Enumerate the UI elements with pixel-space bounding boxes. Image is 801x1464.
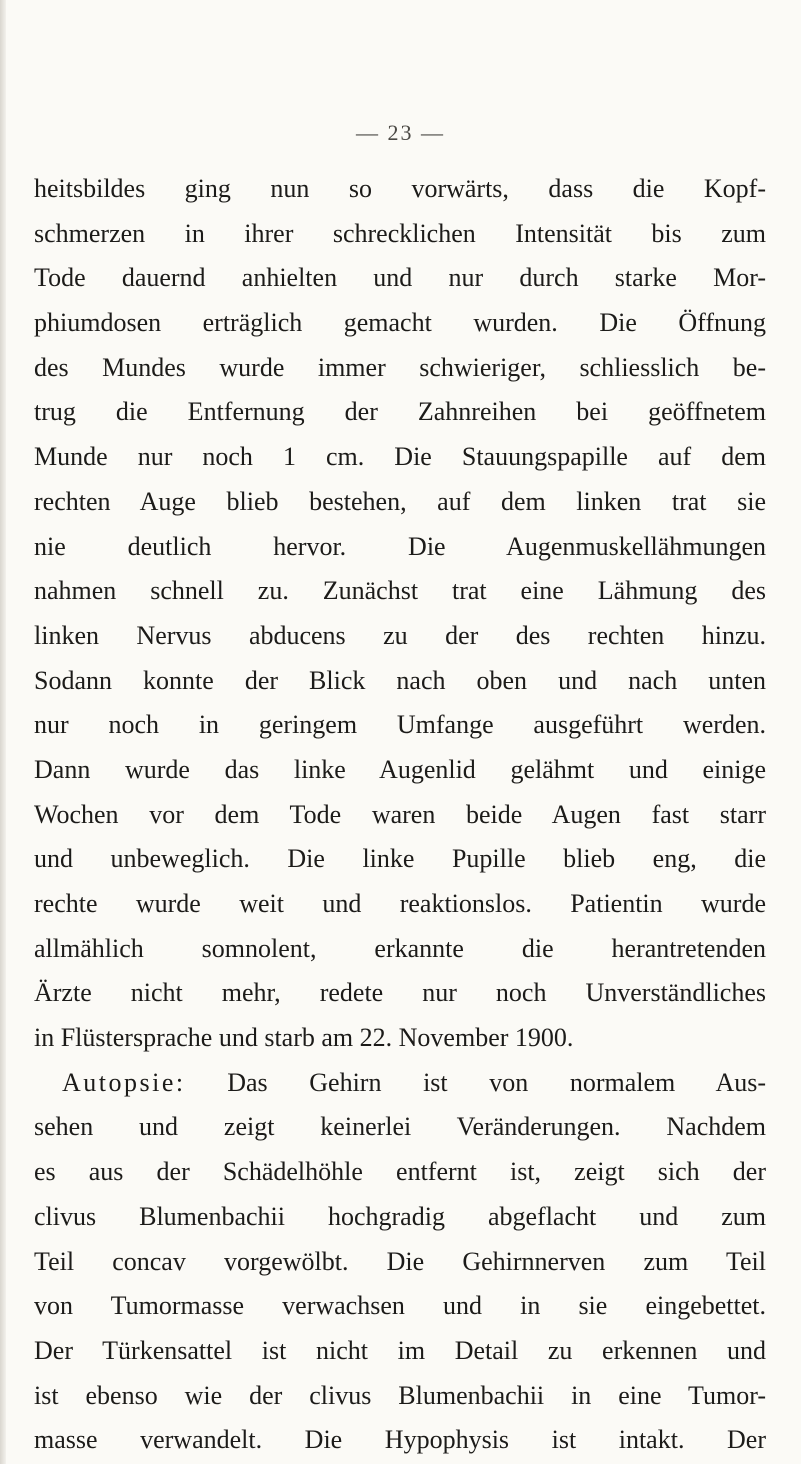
page-number: — 23 — xyxy=(356,120,445,145)
body-text xyxy=(34,167,766,1463)
autopsy-first-line-text: Das Gehirn ist von normalem Aus- xyxy=(227,1067,766,1097)
text-line: rechten Auge blieb bestehen, auf dem linken trat sie xyxy=(34,486,766,516)
text-line: Tode dauernd anhielten und nur durch starke Mor- xyxy=(34,263,766,293)
text-line: ist ebenso wie der clivus Blumenbachii in eine Tumor- xyxy=(34,1380,766,1410)
text-line: es aus der Schädelhöhle entfernt ist, zeigt sich der xyxy=(34,1157,766,1187)
text-line: nie deutlich hervor. Die Augenmuskellähmungen xyxy=(34,531,766,561)
autopsy-heading: Autopsie: xyxy=(62,1067,186,1097)
text-line: nahmen schnell zu. Zunächst trat eine Lähmung des xyxy=(34,576,766,606)
text-line: heitsbildes ging nun so vorwärts, dass die Kopf- xyxy=(34,174,766,203)
text-line: und unbeweglich. Die linke Pupille blieb eng, die xyxy=(34,844,766,874)
text-line: Sodann konnte der Blick nach oben und nach unten xyxy=(34,665,766,695)
text-line: nur noch in geringem Umfange ausgeführt werden. xyxy=(34,710,766,740)
text-line: masse verwandelt. Die Hypophysis ist intakt. Der xyxy=(34,1425,766,1455)
text-line: in Flüstersprache und starb am 22. November 1900. xyxy=(34,1023,574,1053)
text-line: trug die Entfernung der Zahnreihen bei geöffnetem xyxy=(34,397,766,427)
autopsy-first-line xyxy=(34,1061,766,1106)
text-line: phiumdosen erträglich gemacht wurden. Die Öffnung xyxy=(34,308,766,338)
page-edge xyxy=(0,0,6,1464)
text-line: Ärzte nicht mehr, redete nur noch Unverständliches xyxy=(34,978,766,1008)
text-line: Wochen vor dem Tode waren beide Augen fast starr xyxy=(34,799,766,829)
text-line: sehen und zeigt keinerlei Veränderungen. Nachdem xyxy=(34,1112,766,1142)
text-line: des Mundes wurde immer schwieriger, schliesslich be- xyxy=(34,352,766,382)
text-line: Der Türkensattel ist nicht im Detail zu erkennen und xyxy=(34,1335,766,1365)
text-line: Teil concav vorgewölbt. Die Gehirnnerven zum Teil xyxy=(34,1246,766,1276)
text-line: linken Nervus abducens zu der des rechten hinzu. xyxy=(34,620,766,650)
text-line: Munde nur noch 1 cm. Die Stauungspapille auf dem xyxy=(34,442,766,472)
text-line: clivus Blumenbachii hochgradig abgeflacht und zum xyxy=(34,1201,766,1231)
text-line: schmerzen in ihrer schrecklichen Intensität bis zum xyxy=(34,218,766,248)
text-line: von Tumormasse verwachsen und in sie eingebettet. xyxy=(34,1291,766,1321)
text-line: rechte wurde weit und reaktionslos. Patientin wurde xyxy=(34,889,766,918)
text-line: allmählich somnolent, erkannte die herantretenden xyxy=(34,933,766,963)
text-line: Dann wurde das linke Augenlid gelähmt und einige xyxy=(34,754,766,784)
